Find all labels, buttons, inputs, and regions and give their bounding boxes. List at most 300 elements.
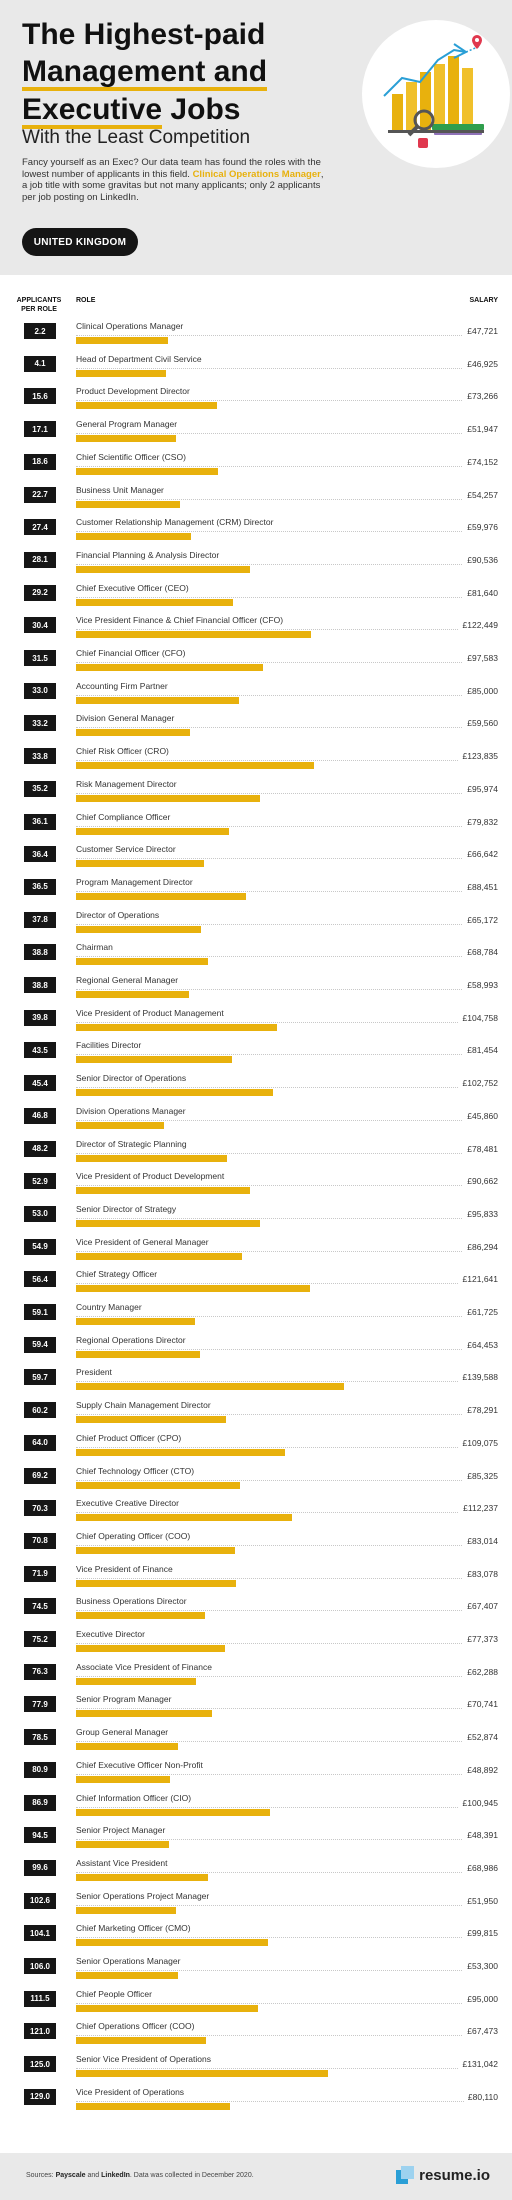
row-dotted-leader — [76, 499, 498, 500]
title-line-3: Executive — [22, 94, 162, 129]
salary-bar — [76, 1809, 270, 1816]
salary-label: £121,641 — [459, 1274, 498, 1284]
salary-label: £52,874 — [463, 1732, 498, 1742]
salary-label: £64,453 — [463, 1340, 498, 1350]
applicants-badge: 29.2 — [24, 585, 56, 601]
resume-io-logo-icon — [396, 2166, 414, 2184]
salary-label: £47,721 — [463, 326, 498, 336]
role-label: Business Operations Director — [76, 1596, 187, 1607]
salary-label: £48,391 — [463, 1830, 498, 1840]
salary-bar — [76, 1253, 242, 1260]
applicants-badge: 104.1 — [24, 1925, 56, 1941]
table-row — [0, 1136, 512, 1169]
row-dotted-leader — [76, 760, 498, 761]
role-label: Division Operations Manager — [76, 1105, 186, 1116]
table-row — [0, 580, 512, 613]
row-dotted-leader — [76, 597, 498, 598]
applicants-badge: 38.8 — [24, 977, 56, 993]
role-label: Customer Service Director — [76, 844, 176, 855]
role-label: Chief Compliance Officer — [76, 811, 171, 822]
row-dotted-leader — [76, 629, 498, 630]
applicants-badge: 70.8 — [24, 1533, 56, 1549]
row-dotted-leader — [76, 1774, 498, 1775]
row-dotted-leader — [76, 1741, 498, 1742]
salary-label: £80,110 — [464, 2092, 498, 2102]
salary-bar — [76, 958, 208, 965]
applicants-badge: 36.4 — [24, 846, 56, 862]
row-dotted-leader — [76, 564, 498, 565]
table-row — [0, 416, 512, 449]
salary-bar — [76, 860, 204, 867]
applicants-badge: 30.4 — [24, 617, 56, 633]
applicants-badge: 52.9 — [24, 1173, 56, 1189]
table-row — [0, 809, 512, 842]
role-label: Senior Program Manager — [76, 1694, 172, 1705]
applicants-badge: 31.5 — [24, 650, 56, 666]
salary-bar — [76, 1710, 212, 1717]
column-header-applicants-line-1: APPLICANTS — [16, 297, 62, 304]
applicants-badge: 28.1 — [24, 552, 56, 568]
applicants-badge: 59.4 — [24, 1337, 56, 1353]
salary-bar — [76, 729, 190, 736]
salary-bar — [76, 631, 311, 638]
salary-label: £97,583 — [463, 653, 498, 663]
role-label: Vice President of Finance — [76, 1563, 173, 1574]
sources-suffix: . Data was collected in December 2020. — [129, 2172, 254, 2179]
table-row — [0, 874, 512, 907]
applicants-badge: 60.2 — [24, 1402, 56, 1418]
sources-prefix: Sources: — [26, 2172, 56, 2179]
row-dotted-leader — [76, 1381, 498, 1382]
table-row — [0, 449, 512, 482]
salary-label: £53,300 — [463, 1961, 498, 1971]
role-label: Clinical Operations Manager — [76, 321, 184, 331]
salary-label: £81,454 — [463, 1045, 498, 1055]
role-label: Chief Marketing Officer (CMO) — [76, 1923, 191, 1934]
applicants-badge: 4.1 — [24, 356, 56, 372]
table-row — [0, 1234, 512, 1267]
table-row — [0, 1005, 512, 1038]
intro-text — [22, 157, 327, 203]
applicants-badge: 74.5 — [24, 1598, 56, 1614]
role-label: General Program Manager — [76, 419, 178, 430]
role-label: Vice President of Product Management — [76, 1007, 224, 1018]
row-dotted-leader — [76, 2101, 498, 2102]
salary-label: £46,925 — [463, 359, 498, 369]
row-dotted-leader — [76, 1251, 498, 1252]
role-label: Director of Operations — [76, 909, 160, 920]
salary-bar — [76, 1056, 232, 1063]
role-label: Customer Relationship Management (CRM) Director — [76, 517, 274, 528]
row-dotted-leader — [76, 1120, 498, 1121]
applicants-badge: 35.2 — [24, 781, 56, 797]
salary-label: £78,291 — [463, 1405, 498, 1415]
role-label: Business Unit Manager — [76, 484, 164, 495]
column-header-role: ROLE — [76, 297, 96, 304]
salary-label: £131,042 — [459, 2059, 498, 2069]
table-row — [0, 1266, 512, 1299]
applicants-badge: 18.6 — [24, 454, 56, 470]
applicants-badge: 99.6 — [24, 1860, 56, 1876]
intro-after: , a job title with some gravitas but not many applicants; only 2 applicants per job posting on LinkedIn. — [22, 168, 324, 203]
applicants-badge: 17.1 — [24, 421, 56, 437]
applicants-badge: 48.2 — [24, 1141, 56, 1157]
salary-label: £68,784 — [463, 947, 498, 957]
salary-bar — [76, 1449, 285, 1456]
table-row — [0, 1495, 512, 1528]
applicants-badge: 102.6 — [24, 1893, 56, 1909]
header — [0, 0, 512, 275]
salary-bar — [76, 1743, 178, 1750]
applicants-badge: 121.0 — [24, 2023, 56, 2039]
applicants-badge: 15.6 — [24, 388, 56, 404]
role-label: Financial Planning & Analysis Director — [76, 549, 220, 560]
table-row — [0, 1168, 512, 1201]
salary-label: £68,986 — [463, 1863, 498, 1873]
salary-label: £86,294 — [463, 1242, 498, 1252]
salary-bar — [76, 1351, 200, 1358]
applicants-badge: 43.5 — [24, 1042, 56, 1058]
role-label: Supply Chain Management Director — [76, 1400, 211, 1411]
salary-label: £48,892 — [463, 1765, 498, 1775]
salary-label: £70,741 — [463, 1699, 498, 1709]
applicants-badge: 75.2 — [24, 1631, 56, 1647]
salary-label: £104,758 — [459, 1013, 498, 1023]
row-dotted-leader — [76, 1872, 498, 1873]
role-label: Chief Operations Officer (COO) — [76, 2021, 195, 2032]
table-row — [0, 645, 512, 678]
table-row — [0, 1790, 512, 1823]
role-label: Facilities Director — [76, 1040, 142, 1051]
role-label: Country Manager — [76, 1302, 142, 1312]
role-label: Senior Operations Project Manager — [76, 1890, 210, 1901]
applicants-badge: 80.9 — [24, 1762, 56, 1778]
table-row — [0, 547, 512, 580]
salary-bar — [76, 1089, 273, 1096]
row-dotted-leader — [76, 924, 498, 925]
table-row — [0, 841, 512, 874]
table-row — [0, 1593, 512, 1626]
row-dotted-leader — [76, 1807, 498, 1808]
applicants-badge: 36.5 — [24, 879, 56, 895]
salary-label: £112,237 — [459, 1503, 498, 1513]
role-label: Chief Risk Officer (CRO) — [76, 746, 169, 757]
salary-label: £95,974 — [463, 784, 498, 794]
row-dotted-leader — [76, 2068, 498, 2069]
salary-bar — [76, 2070, 328, 2077]
salary-bar — [76, 991, 189, 998]
row-dotted-leader — [76, 858, 498, 859]
salary-label: £85,000 — [463, 686, 498, 696]
salary-bar — [76, 795, 260, 802]
row-dotted-leader — [76, 695, 498, 696]
brand-logo[interactable] — [396, 2166, 490, 2184]
salary-bar — [76, 1907, 176, 1914]
salary-bar — [76, 1841, 169, 1848]
applicants-badge: 33.2 — [24, 715, 56, 731]
table-row — [0, 1920, 512, 1953]
column-header-salary: SALARY — [469, 297, 498, 304]
table-row — [0, 1037, 512, 1070]
row-dotted-leader — [76, 1022, 498, 1023]
role-label: Chief Executive Officer Non-Profit — [76, 1759, 203, 1770]
row-dotted-leader — [76, 1905, 498, 1906]
applicants-badge: 22.7 — [24, 487, 56, 503]
salary-label: £88,451 — [463, 882, 498, 892]
row-dotted-leader — [76, 793, 498, 794]
applicants-badge: 94.5 — [24, 1827, 56, 1843]
salary-label: £95,833 — [463, 1209, 498, 1219]
salary-label: £78,481 — [463, 1144, 498, 1154]
table-row — [0, 1888, 512, 1921]
applicants-badge: 59.1 — [24, 1304, 56, 1320]
salary-bar — [76, 1776, 170, 1783]
salary-label: £109,075 — [459, 1438, 498, 1448]
table-row — [0, 1757, 512, 1790]
role-label: Associate Vice President of Finance — [76, 1661, 212, 1672]
salary-bar — [76, 501, 180, 508]
row-dotted-leader — [76, 1218, 498, 1219]
row-dotted-leader — [76, 1545, 498, 1546]
salary-bar — [76, 1024, 277, 1031]
salary-bar — [76, 697, 239, 704]
table-row — [0, 383, 512, 416]
table-row — [0, 1724, 512, 1757]
salary-bar — [76, 1678, 196, 1685]
salary-bar — [76, 828, 229, 835]
footer — [0, 2153, 512, 2200]
salary-label: £77,373 — [463, 1634, 498, 1644]
role-label: Senior Director of Strategy — [76, 1203, 177, 1214]
salary-label: £58,993 — [463, 980, 498, 990]
table-row — [0, 318, 512, 351]
role-label: Senior Vice President of Operations — [76, 2054, 211, 2065]
table-row — [0, 743, 512, 776]
role-label: Risk Management Director — [76, 778, 177, 789]
salary-bar — [76, 1874, 208, 1881]
applicants-badge: 71.9 — [24, 1566, 56, 1582]
role-label: Assistant Vice President — [76, 1857, 168, 1868]
sources-and: and — [85, 2172, 102, 2179]
salary-label: £67,407 — [463, 1601, 498, 1611]
role-label: Senior Project Manager — [76, 1825, 166, 1836]
row-dotted-leader — [76, 1447, 498, 1448]
applicants-badge: 27.4 — [24, 519, 56, 535]
applicants-badge: 64.0 — [24, 1435, 56, 1451]
row-dotted-leader — [76, 891, 498, 892]
table-row — [0, 1070, 512, 1103]
salary-bar — [76, 1187, 250, 1194]
row-dotted-leader — [76, 1480, 498, 1481]
table-row — [0, 1201, 512, 1234]
salary-label: £66,642 — [463, 849, 498, 859]
row-dotted-leader — [76, 1839, 498, 1840]
table-row — [0, 710, 512, 743]
salary-bar — [76, 1612, 205, 1619]
applicants-badge: 111.5 — [24, 1991, 56, 2007]
salary-bar — [76, 1155, 227, 1162]
table-row — [0, 612, 512, 645]
table-row — [0, 1463, 512, 1496]
salary-bar — [76, 1383, 344, 1390]
table-row — [0, 1332, 512, 1365]
table-row — [0, 2084, 512, 2117]
salary-bar — [76, 1939, 268, 1946]
salary-bar — [76, 664, 263, 671]
applicants-badge: 2.2 — [24, 323, 56, 339]
row-dotted-leader — [76, 826, 498, 827]
salary-bar — [76, 2005, 258, 2012]
applicants-badge: 45.4 — [24, 1075, 56, 1091]
salary-bar — [76, 435, 176, 442]
table-row — [0, 1691, 512, 1724]
row-dotted-leader — [76, 989, 498, 990]
salary-label: £81,640 — [463, 588, 498, 598]
applicants-badge: 33.8 — [24, 748, 56, 764]
salary-bar — [76, 1580, 236, 1587]
row-dotted-leader — [76, 1610, 498, 1611]
country-button[interactable]: UNITED KINGDOM — [22, 228, 138, 256]
applicants-badge: 129.0 — [24, 2089, 56, 2105]
table-row — [0, 482, 512, 515]
row-dotted-leader — [76, 1708, 498, 1709]
applicants-badge: 53.0 — [24, 1206, 56, 1222]
applicants-badge: 59.7 — [24, 1369, 56, 1385]
role-label: Director of Strategic Planning — [76, 1138, 187, 1149]
salary-label: £99,815 — [463, 1928, 498, 1938]
salary-bar — [76, 1416, 226, 1423]
title-line-1: The Highest-paid — [22, 18, 266, 51]
salary-bar — [76, 1285, 310, 1292]
salary-label: £73,266 — [463, 391, 498, 401]
salary-label: £62,288 — [463, 1667, 498, 1677]
applicants-badge: 69.2 — [24, 1468, 56, 1484]
salary-bar — [76, 1122, 164, 1129]
salary-bar — [76, 468, 218, 475]
row-dotted-leader — [76, 1937, 498, 1938]
applicants-badge: 36.1 — [24, 814, 56, 830]
table-row — [0, 1364, 512, 1397]
role-label: Chief Information Officer (CIO) — [76, 1792, 192, 1803]
role-label: Chief Operating Officer (COO) — [76, 1530, 191, 1541]
applicants-badge: 106.0 — [24, 1958, 56, 1974]
applicants-badge: 70.3 — [24, 1500, 56, 1516]
table-row — [0, 1986, 512, 2019]
role-label: Group General Manager — [76, 1727, 169, 1738]
role-label: Senior Operations Manager — [76, 1956, 181, 1966]
applicants-badge: 56.4 — [24, 1271, 56, 1287]
row-dotted-leader — [76, 1970, 498, 1971]
row-dotted-leader — [76, 2003, 498, 2004]
row-dotted-leader — [76, 727, 498, 728]
salary-label: £85,325 — [463, 1471, 498, 1481]
salary-label: £51,950 — [463, 1896, 498, 1906]
salary-bar — [76, 1645, 225, 1652]
role-label: Chief People Officer — [76, 1988, 152, 1999]
salary-label: £61,725 — [463, 1307, 498, 1317]
row-dotted-leader — [76, 2035, 498, 2036]
salary-bar — [76, 2103, 230, 2110]
role-label: Vice President of Product Development — [76, 1171, 225, 1182]
applicants-badge: 54.9 — [24, 1239, 56, 1255]
applicants-badge: 86.9 — [24, 1795, 56, 1811]
bar-chart-illustration-icon — [362, 20, 510, 168]
role-label: Program Management Director — [76, 876, 193, 887]
page-title — [22, 16, 352, 129]
role-label: Vice President Finance & Chief Financial Officer (CFO) — [76, 615, 284, 626]
role-label: President — [76, 1367, 112, 1378]
salary-label: £83,078 — [463, 1569, 498, 1579]
salary-bar — [76, 762, 314, 769]
salary-bar — [76, 370, 166, 377]
row-dotted-leader — [76, 368, 498, 369]
salary-label: £139,588 — [459, 1372, 498, 1382]
applicants-badge: 76.3 — [24, 1664, 56, 1680]
role-label: Chief Scientific Officer (CSO) — [76, 451, 186, 462]
row-dotted-leader — [76, 1054, 498, 1055]
applicants-badge: 46.8 — [24, 1108, 56, 1124]
applicants-badge: 78.5 — [24, 1729, 56, 1745]
salary-bar — [76, 1220, 260, 1227]
table-row — [0, 1953, 512, 1986]
page-subtitle: With the Least Competition — [22, 127, 251, 148]
sources-note — [26, 2172, 254, 2179]
salary-label: £90,536 — [463, 555, 498, 565]
row-dotted-leader — [76, 1512, 498, 1513]
table-row — [0, 939, 512, 972]
role-label: Executive Creative Director — [76, 1498, 179, 1509]
salary-label: £59,976 — [463, 522, 498, 532]
applicants-badge: 77.9 — [24, 1696, 56, 1712]
role-label: Division General Manager — [76, 713, 175, 724]
row-dotted-leader — [76, 531, 498, 532]
salary-label: £100,945 — [459, 1798, 498, 1808]
row-dotted-leader — [76, 1087, 498, 1088]
table-row — [0, 1659, 512, 1692]
applicants-badge: 37.8 — [24, 912, 56, 928]
column-header-applicants-line-2: PER ROLE — [21, 306, 57, 313]
table-row — [0, 1299, 512, 1332]
role-label: Regional Operations Director — [76, 1334, 186, 1345]
salary-bar — [76, 599, 233, 606]
salary-bar — [76, 1972, 178, 1979]
table-row — [0, 776, 512, 809]
role-label: Chief Executive Officer (CEO) — [76, 582, 189, 593]
salary-label: £54,257 — [463, 490, 498, 500]
salary-label: £74,152 — [463, 457, 498, 467]
column-header-applicants — [14, 296, 64, 314]
salary-bar — [76, 566, 250, 573]
salary-bar — [76, 893, 246, 900]
table-row — [0, 2051, 512, 2084]
applicants-badge: 39.8 — [24, 1010, 56, 1026]
salary-label: £122,449 — [459, 620, 498, 630]
salary-bar — [76, 2037, 206, 2044]
table-row — [0, 678, 512, 711]
table-row — [0, 1397, 512, 1430]
brand-name: resume.io — [419, 2166, 490, 2184]
role-label: Head of Department Civil Service — [76, 353, 202, 364]
salary-bar — [76, 1318, 195, 1325]
role-label: Chief Strategy Officer — [76, 1269, 158, 1280]
salary-label: £65,172 — [463, 915, 498, 925]
row-dotted-leader — [76, 1676, 498, 1677]
source-linkedin: LinkedIn — [101, 2172, 130, 2179]
salary-label: £83,014 — [463, 1536, 498, 1546]
row-dotted-leader — [76, 662, 498, 663]
role-label: Vice President of Operations — [76, 2086, 185, 2097]
table-row — [0, 972, 512, 1005]
